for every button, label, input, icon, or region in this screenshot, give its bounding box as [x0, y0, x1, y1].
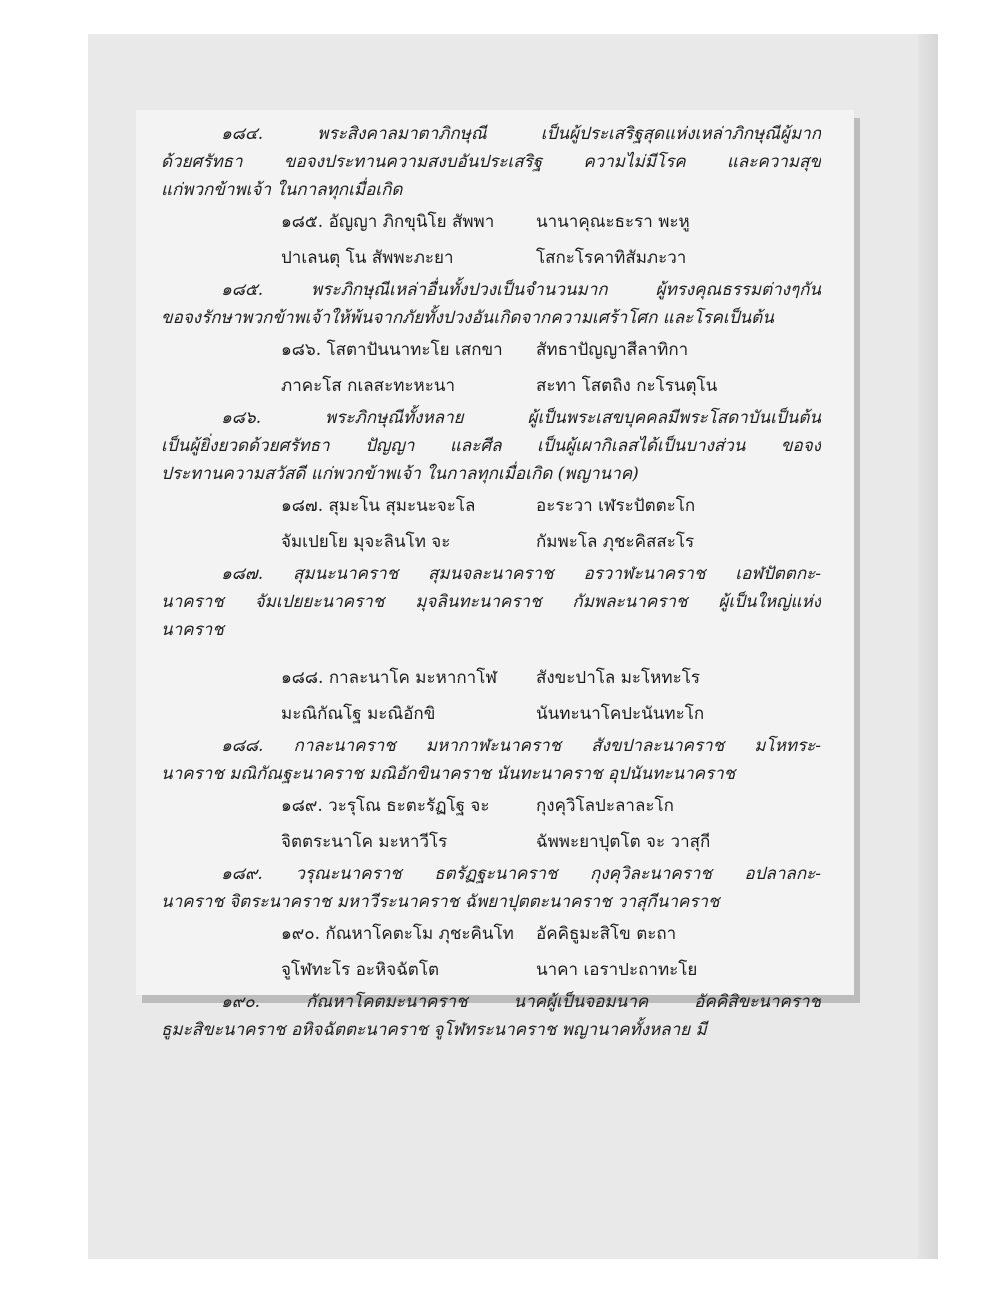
verse-gap [161, 644, 821, 660]
prose-line: ด้วยศรัทธา ขอจงประทานความสงบอันประเสริฐ ความไม่มีโรค และความสุข [161, 152, 821, 172]
verse-left: ๑๙๐. กัณหาโคตะโม ภุชะคินโท [281, 924, 514, 944]
prose-line: ๑๘๕. พระภิกษุณีเหล่าอื่นทั้งปวงเป็นจำนวนมาก ผู้ทรงคุณธรรมต่างๆกัน [221, 280, 821, 300]
verse-left: ภาคะโส กเลสะทะหะนา [281, 376, 456, 396]
prose-line: แก่พวกข้าพเจ้า ในกาลทุกเมื่อเกิด [161, 180, 403, 200]
verse-row [161, 696, 821, 732]
scan-edge [918, 34, 938, 1259]
verse-row [161, 368, 821, 404]
verse-left: มะณิกัณโฐ มะณิอักขิ [281, 704, 436, 724]
verse-row [161, 524, 821, 560]
page-text [161, 120, 821, 1044]
prose-line: ขอจงรักษาพวกข้าพเจ้าให้พ้นจากภัยทั้งปวงอันเกิดจากความเศร้าโศก และโรคเป็นต้น [161, 308, 774, 328]
verse-row [161, 240, 821, 276]
prose-line: ๑๘๖. พระภิกษุณีทั้งหลาย ผู้เป็นพระเสขบุคคลมีพระโสดาบันเป็นต้น [221, 408, 821, 428]
prose-line: ประทานความสวัสดี แก่พวกข้าพเจ้า ในกาลทุกเมื่อเกิด (พญานาค) [161, 464, 639, 484]
verse-row [161, 824, 821, 860]
prose-line: นาคราช จิตระนาคราช มหาวีระนาคราช ฉัพยาปุตตะนาคราช วาสุกีนาคราช [161, 892, 720, 912]
verse-right: อัคคิธูมะสิโข ตะถา [536, 924, 677, 944]
prose-line: ๑๘๗. สุมนะนาคราช สุมนจละนาคราช อรวาฬะนาคราช เอฬปัตตกะ- [221, 564, 821, 584]
prose-line: ๑๘๙. วรุณะนาคราช ธตรัฏฐะนาคราช กุงคุวิละนาคราช อปลาลกะ- [221, 864, 821, 884]
verse-left: ๑๘๙. วะรุโณ ธะตะรัฏโฐ จะ [281, 796, 490, 816]
verse-right: นานาคุณะธะรา พะหู [536, 212, 690, 232]
verse-right: กุงคุวิโลปะลาละโก [536, 796, 674, 816]
verse-row [161, 332, 821, 368]
prose-line: ๑๙๐. กัณหาโคตมะนาคราช นาคผู้เป็นจอมนาค อัคคิสิขะนาคราช [221, 992, 821, 1012]
verse-left: จิตตระนาโค มะหาวีโร [281, 832, 448, 852]
prose-line: ๑๘๘. กาละนาคราช มหากาฬะนาคราช สังขปาละนาคราช มโหทระ- [221, 736, 821, 756]
prose-line: นาคราช จัมเปยยะนาคราช มุจลินทะนาคราช กัมพละนาคราช ผู้เป็นใหญ่แห่ง [161, 592, 821, 612]
verse-row [161, 952, 821, 988]
verse-left: ๑๘๘. กาละนาโค มะหากาโฬ [281, 668, 497, 688]
verse-right: นาคา เอราปะถาทะโย [536, 960, 698, 980]
verse-right: ฉัพพะยาปุตโต จะ วาสุกี [536, 832, 711, 852]
verse-row [161, 788, 821, 824]
prose-line: ๑๘๔. พระสิงคาลมาตาภิกษุณี เป็นผู้ประเสริฐสุดแห่งเหล่าภิกษุณีผู้มาก [221, 124, 821, 144]
prose-line: ธูมะสิขะนาคราช อหิจฉัตตะนาคราช จูโฬทระนาคราช พญานาคทั้งหลาย มี [161, 1020, 707, 1040]
verse-row [161, 488, 821, 524]
verse-left: จัมเปยโย มุจะลินโท จะ [281, 532, 451, 552]
verse-left: ๑๘๖. โสตาปันนาทะโย เสกขา [281, 340, 503, 360]
verse-row [161, 660, 821, 696]
prose-line: นาคราช มณิกัณฐะนาคราช มณิอักขินาคราช นันทะนาคราช อุปนันทะนาคราช [161, 764, 736, 784]
verse-row [161, 916, 821, 952]
verse-right: สังขะปาโล มะโหทะโร [536, 668, 700, 688]
verse-right: อะระวา เฬระปัตตะโก [536, 496, 696, 516]
verse-left: ๑๘๕. อัญญา ภิกขุนิโย สัพพา [281, 212, 495, 232]
verse-left: จูโฬทะโร อะหิจฉัตโต [281, 960, 440, 980]
verse-right: กัมพะโล ภุชะคิสสะโร [536, 532, 695, 552]
prose-line: เป็นผู้ยิ่งยวดด้วยศรัทธา ปัญญา และศีล เป็นผู้เผากิเลสได้เป็นบางส่วน ขอจง [161, 436, 821, 456]
verse-right: สะทา โสตถิง กะโรนตุโน [536, 376, 718, 396]
verse-left: ปาเลนตุ โน สัพพะภะยา [281, 248, 454, 268]
verse-left: ๑๘๗. สุมะโน สุมะนะจะโล [281, 496, 476, 516]
verse-right: สัทธาปัญญาสีลาทิกา [536, 340, 689, 360]
verse-right: นันทะนาโคปะนันทะโก [536, 704, 705, 724]
verse-row [161, 204, 821, 240]
verse-right: โสกะโรคาทิสัมภะวา [536, 248, 687, 268]
prose-line: นาคราช [161, 620, 224, 640]
